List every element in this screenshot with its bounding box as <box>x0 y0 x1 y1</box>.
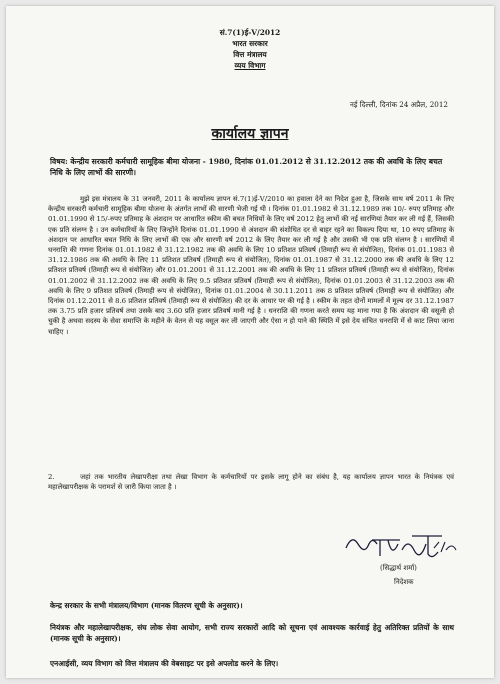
signatory-name: (सिद्धार्थ शर्मा) <box>380 564 417 572</box>
distribution-item: एनआईसी, व्यय विभाग को वित्त मंत्रालय की वेबसाइट पर इसे अपलोड करने के लिए। <box>50 659 279 668</box>
memo-title: कार्यालय ज्ञापन <box>211 126 289 142</box>
distribution-item: केन्द्र सरकार के सभी मंत्रालय/विभाग (मानक वितरण सूची के अनुसार)। <box>50 601 243 610</box>
paragraph-1: मुझे इस मंत्रालय के 31 जनवरी, 2011 के कार्यालय ज्ञापन सं.7(1)ई-V/2010 का हवाला देने का निदेश हुआ है, जिसके साथ वर्ष 2011 के लिए केन्द्रीय सरकारी कर्मचारी सामूहिक बीमा योजना के अंतर्गत लाभों की सारणी भेजी गई थी । दिनांक 01.01.1982 से 31.12.1989 तक 10/- रुपए प्रतिमाह और 01.01.1990 से 15/-रुपए प्रतिमाह के अंशदान पर आधारित स्कीम की बचत निधियों के लिए वर्ष 2012 हेतु लाभों की नई सारणियां तैयार कर ली गई हैं, जिसकी एक प्रति संलग्न है । उन कर्मचारियों के लिए जिन्होंने दिनांक 01.01.1990 से अंशदान की संशोधित दर से बाहर रहने का विकल्प दिया था, 10 रुपए प्रतिमाह के अंशदान पर आधारित बचत निधि के लिए लाभों की एक और सारणी वर्ष 2012 के लिए तैयार कर ली गई है और उसकी भी एक प्रति संलग्न है । सारणियों में धनराशि की गणना दिनांक 01.01.1982 से 31.12.1982 तक की अवधि के लिए 10 प्रतिशत प्रतिवर्ष (तिमाही रूप से संयोजित), दिनांक 01.01.1983 से 31.12.1986 तक की अवधि के लिए 11 प्रतिशत प्रतिवर्ष (तिमाही रूप से संयोजित), दिनांक 01.01.1987 से 31.12.2000 तक की अवधि के लिए 12 प्रतिशत प्रतिवर्ष (तिमाही रूप से संयोजित) और 01.01.2001 से 31.12.2001 तक की अवधि के लिए 11 प्रतिशत प्रतिवर्ष (तिमाही रूप से संयोजित), दिनांक 01.01.2002 से 31.12.2002 तक की अवधि के लिए 9.5 प्रतिशत प्रतिवर्ष (तिमाही रूप से संयोजित), दिनांक 01.01.2003 से 31.12.2003 तक की अवधि के लिए 9 प्रतिशत प्रतिवर्ष (तिमाही रूप से संयोजित), दिनांक 01.01.2004 से 30.11.2011 तक 8 प्रतिशत प्रतिवर्ष (तिमाही रूप से संयोजित) और दिनांक 01.12.2011 से 8.6 प्रतिशत प्रतिवर्ष (तिमाही रूप से संयोजित) की दर के आधार पर की गई है । स्कीम के तहत दोनों मामलों में मूल्य दर 31.12.1987 तक 3.75 प्रति हजार प्रतिवर्ष तथा उसके बाद 3.60 प्रति हजार प्रतिवर्ष मानी गई है । धनराशि की गणना करते समय यह माना गया है कि अंशदान की वसूली हो चुकी है अथवा सदस्य के सेवा समाप्ति के महीने के वेतन से यह वसूल कर ली जाएगी और ऐसा न हो पाने की स्थिति में इसे देय संचित धनराशि में से काट लिया जाना चाहिए । <box>48 195 454 336</box>
paragraph-2 <box>48 472 454 492</box>
place-date: नई दिल्ली, दिनांक 24 अप्रैल, 2012 <box>349 100 448 109</box>
file-number: सं.7(1)ई-V/2012 <box>219 28 281 37</box>
signatory-designation: निदेशक <box>394 578 414 586</box>
paragraph-2-number: 2. <box>48 473 55 481</box>
paragraph-2-text: जहां तक भारतीय लेखापरीक्षा तथा लेखा विभाग के कर्मचारियों पर इसके लागू होने का संबंध है, यह कार्यालय ज्ञापन भारत के नियंत्रक एवं महालेखापरीक्षक के परामर्श से जारी किया जाता है । <box>48 473 454 492</box>
department-name: व्यय विभाग <box>234 61 266 70</box>
document-page <box>6 6 494 678</box>
handwritten-signature <box>342 526 462 564</box>
government-name: भारत सरकार <box>232 39 268 48</box>
distribution-item: नियंत्रक और महालेखापरीक्षक, संघ लोक सेवा आयोग, सभी राज्य सरकारों आदि को सूचना एवं आवश्यक कार्रवाई हेतु अतिरिक्त प्रतियों के साथ (मानक सूची के अनुसार)। <box>50 623 454 643</box>
ministry-name: वित्त मंत्रालय <box>233 50 267 59</box>
subject-line: विषय: केन्द्रीय सरकारी कर्मचारी सामूहिक बीमा योजना - 1980, दिनांक 01.01.2012 से 31.12.2012 तक की अवधि के लिए बचत निधि के लिए लाभों की सारणी। <box>50 157 443 177</box>
